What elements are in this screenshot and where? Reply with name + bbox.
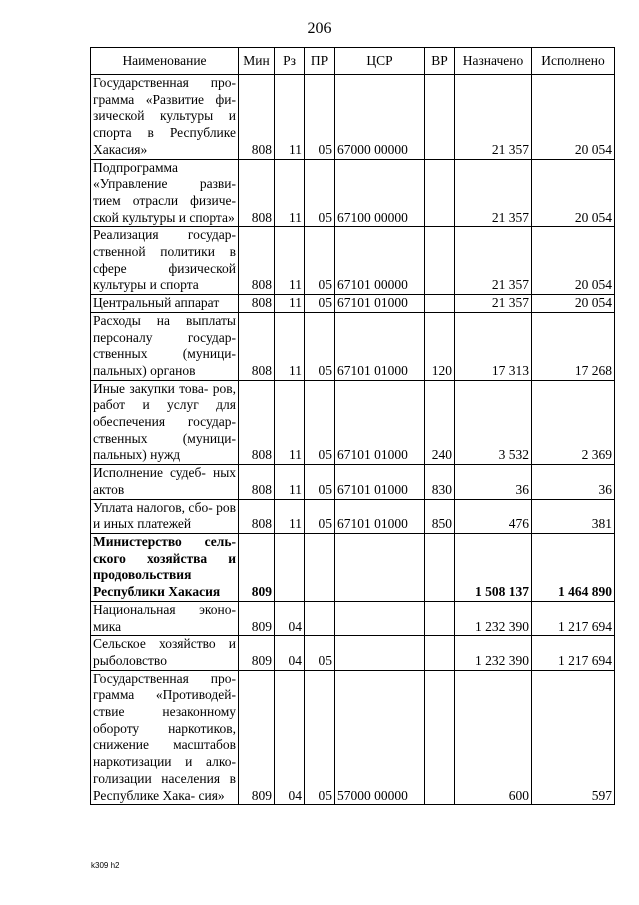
row-name-line: Иные закупки това- xyxy=(93,380,209,396)
page-number: 206 xyxy=(307,20,332,37)
row-pr: 05 xyxy=(305,312,335,380)
row-name-line: пальных) нужд xyxy=(93,447,181,463)
row-pr xyxy=(305,601,335,635)
row-min: 808 xyxy=(239,312,275,380)
row-vr xyxy=(425,75,455,160)
row-executed: 20 054 xyxy=(532,159,615,227)
row-pr: 05 xyxy=(305,75,335,160)
row-executed: 1 217 694 xyxy=(532,601,615,635)
row-name-line: Реализация государ- xyxy=(93,227,236,243)
row-rz: 04 xyxy=(275,670,305,805)
header-csr: ЦСР xyxy=(335,48,425,75)
table-row xyxy=(91,75,615,160)
row-name xyxy=(91,380,239,465)
row-assigned: 21 357 xyxy=(455,75,532,160)
row-min: 809 xyxy=(239,601,275,635)
table-row xyxy=(91,601,615,635)
row-name xyxy=(91,295,239,313)
row-pr xyxy=(305,533,335,601)
row-executed: 20 054 xyxy=(532,295,615,313)
row-csr: 67101 01000 xyxy=(335,380,425,465)
row-vr: 240 xyxy=(425,380,455,465)
row-name xyxy=(91,75,239,160)
row-min: 809 xyxy=(239,636,275,670)
row-executed: 381 xyxy=(532,499,615,533)
row-name-line: снижение масштабов xyxy=(93,737,236,753)
row-name-line: ров и иных платежей xyxy=(93,499,237,532)
table-row xyxy=(91,670,615,805)
row-name-line: Национальная эконо- xyxy=(93,601,236,617)
row-vr: 850 xyxy=(425,499,455,533)
row-name-line: ственных (муници- xyxy=(93,430,236,446)
row-assigned: 21 357 xyxy=(455,295,532,313)
row-min: 808 xyxy=(239,75,275,160)
row-executed: 17 268 xyxy=(532,312,615,380)
row-name-line: ского хозяйства и xyxy=(93,550,236,566)
row-executed: 20 054 xyxy=(532,75,615,160)
row-csr: 67101 01000 xyxy=(335,465,425,499)
row-rz: 11 xyxy=(275,499,305,533)
row-min: 808 xyxy=(239,465,275,499)
header-pr: ПР xyxy=(305,48,335,75)
row-csr: 67000 00000 xyxy=(335,75,425,160)
row-pr: 05 xyxy=(305,636,335,670)
row-rz: 04 xyxy=(275,601,305,635)
row-name-line: Государственная про- xyxy=(93,670,236,686)
row-executed: 597 xyxy=(532,670,615,805)
row-assigned: 476 xyxy=(455,499,532,533)
row-name-line: ров, работ и услуг для xyxy=(93,380,236,413)
row-executed: 1 464 890 xyxy=(532,533,615,601)
row-name-line: спорта в Республике xyxy=(93,125,236,141)
header-name: Наименование xyxy=(91,48,239,75)
row-name-line: рыболовство xyxy=(93,652,167,668)
row-rz xyxy=(275,533,305,601)
row-name-line: Центральный аппарат xyxy=(93,295,220,311)
row-name-line: обеспечения государ- xyxy=(93,414,236,430)
row-name xyxy=(91,670,239,805)
row-name-line: Расходы на выплаты xyxy=(93,312,236,328)
row-name-line: продовольствия xyxy=(93,567,192,583)
row-vr xyxy=(425,533,455,601)
row-name xyxy=(91,465,239,499)
row-min: 808 xyxy=(239,380,275,465)
row-assigned: 17 313 xyxy=(455,312,532,380)
row-name-line: Министерство сель- xyxy=(93,533,236,549)
row-pr: 05 xyxy=(305,227,335,295)
row-pr: 05 xyxy=(305,670,335,805)
row-assigned: 1 232 390 xyxy=(455,636,532,670)
row-name-line: грамма «Противодей- xyxy=(93,687,236,703)
row-csr: 67101 01000 xyxy=(335,312,425,380)
row-name-line: ской культуры и xyxy=(93,209,187,225)
table-body xyxy=(91,75,615,805)
row-name-line: зической культуры и xyxy=(93,108,236,124)
row-pr: 05 xyxy=(305,499,335,533)
row-min: 808 xyxy=(239,499,275,533)
row-name-line: Сельское хозяйство и xyxy=(93,636,236,652)
row-csr xyxy=(335,533,425,601)
row-name xyxy=(91,227,239,295)
row-csr: 67100 00000 xyxy=(335,159,425,227)
row-rz: 04 xyxy=(275,636,305,670)
row-min: 809 xyxy=(239,533,275,601)
table-row xyxy=(91,380,615,465)
row-assigned: 1 232 390 xyxy=(455,601,532,635)
row-name xyxy=(91,499,239,533)
row-rz: 11 xyxy=(275,159,305,227)
header-rz: Рз xyxy=(275,48,305,75)
row-min: 808 xyxy=(239,159,275,227)
row-csr: 57000 00000 xyxy=(335,670,425,805)
row-name-line: ственных (муници- xyxy=(93,346,236,362)
row-assigned: 21 357 xyxy=(455,159,532,227)
row-name xyxy=(91,533,239,601)
row-vr xyxy=(425,159,455,227)
table-row xyxy=(91,159,615,227)
row-assigned: 3 532 xyxy=(455,380,532,465)
table-row xyxy=(91,533,615,601)
row-rz: 11 xyxy=(275,380,305,465)
row-name-line: персоналу государ- xyxy=(93,329,236,345)
table-row xyxy=(91,465,615,499)
row-rz: 11 xyxy=(275,295,305,313)
row-executed: 20 054 xyxy=(532,227,615,295)
table-row xyxy=(91,227,615,295)
row-name-line: мика xyxy=(93,618,122,634)
row-csr xyxy=(335,636,425,670)
footer-code: k309 h2 xyxy=(91,861,120,870)
row-rz: 11 xyxy=(275,312,305,380)
row-pr: 05 xyxy=(305,295,335,313)
row-csr xyxy=(335,601,425,635)
row-assigned: 36 xyxy=(455,465,532,499)
row-name-line: ных актов xyxy=(93,465,237,497)
table-row xyxy=(91,636,615,670)
row-name-line: Республики Хакасия xyxy=(93,584,221,600)
row-name-line: сия» xyxy=(198,787,225,803)
row-name-line: культуры и спорта xyxy=(93,277,199,293)
header-assigned: Назначено xyxy=(455,48,532,75)
row-min: 808 xyxy=(239,295,275,313)
row-vr xyxy=(425,295,455,313)
table-row xyxy=(91,312,615,380)
row-vr: 830 xyxy=(425,465,455,499)
row-csr: 67101 00000 xyxy=(335,227,425,295)
row-vr: 120 xyxy=(425,312,455,380)
row-vr xyxy=(425,636,455,670)
row-rz: 11 xyxy=(275,227,305,295)
row-vr xyxy=(425,601,455,635)
row-name xyxy=(91,636,239,670)
row-assigned: 21 357 xyxy=(455,227,532,295)
row-name-line: Исполнение судеб- xyxy=(93,465,206,481)
row-name-line: Уплата налогов, сбо- xyxy=(93,499,213,515)
row-name-line: Государственная про- xyxy=(93,75,236,90)
header-min: Мин xyxy=(239,48,275,75)
row-min: 809 xyxy=(239,670,275,805)
row-name xyxy=(91,159,239,227)
row-name-line: грамма «Развитие фи- xyxy=(93,91,236,107)
table-header-row xyxy=(91,48,615,75)
header-vr: ВР xyxy=(425,48,455,75)
row-pr: 05 xyxy=(305,159,335,227)
row-vr xyxy=(425,227,455,295)
row-name-line: Подпрограмма xyxy=(93,159,178,175)
row-csr: 67101 01000 xyxy=(335,499,425,533)
row-rz: 11 xyxy=(275,465,305,499)
row-name-line: «Управление разви- xyxy=(93,176,236,192)
row-name-line: голизации населения xyxy=(93,770,221,786)
row-assigned: 1 508 137 xyxy=(455,533,532,601)
row-name-line: Хакасия» xyxy=(93,141,148,157)
budget-table xyxy=(90,47,615,805)
row-rz: 11 xyxy=(275,75,305,160)
row-executed: 2 369 xyxy=(532,380,615,465)
row-csr: 67101 01000 xyxy=(335,295,425,313)
row-executed: 1 217 694 xyxy=(532,636,615,670)
row-name-line: наркотизации и алко- xyxy=(93,754,236,770)
row-executed: 36 xyxy=(532,465,615,499)
row-name xyxy=(91,601,239,635)
header-executed: Исполнено xyxy=(532,48,615,75)
table-row xyxy=(91,499,615,533)
row-assigned: 600 xyxy=(455,670,532,805)
row-name-line: тием отрасли физиче- xyxy=(93,192,236,208)
row-pr: 05 xyxy=(305,380,335,465)
row-name-line: в Республике Хака- xyxy=(93,770,236,803)
row-name-line: обороту наркотиков, xyxy=(93,720,236,736)
row-name-line: пальных) органов xyxy=(93,362,196,378)
row-pr: 05 xyxy=(305,465,335,499)
row-name-line: ственной политики в xyxy=(93,244,236,260)
row-vr xyxy=(425,670,455,805)
row-min: 808 xyxy=(239,227,275,295)
row-name xyxy=(91,312,239,380)
row-name-line: ствие незаконному xyxy=(93,704,236,720)
row-name-line: спорта» xyxy=(189,209,235,225)
row-name-line: сфере физической xyxy=(93,260,236,276)
table-row xyxy=(91,295,615,313)
